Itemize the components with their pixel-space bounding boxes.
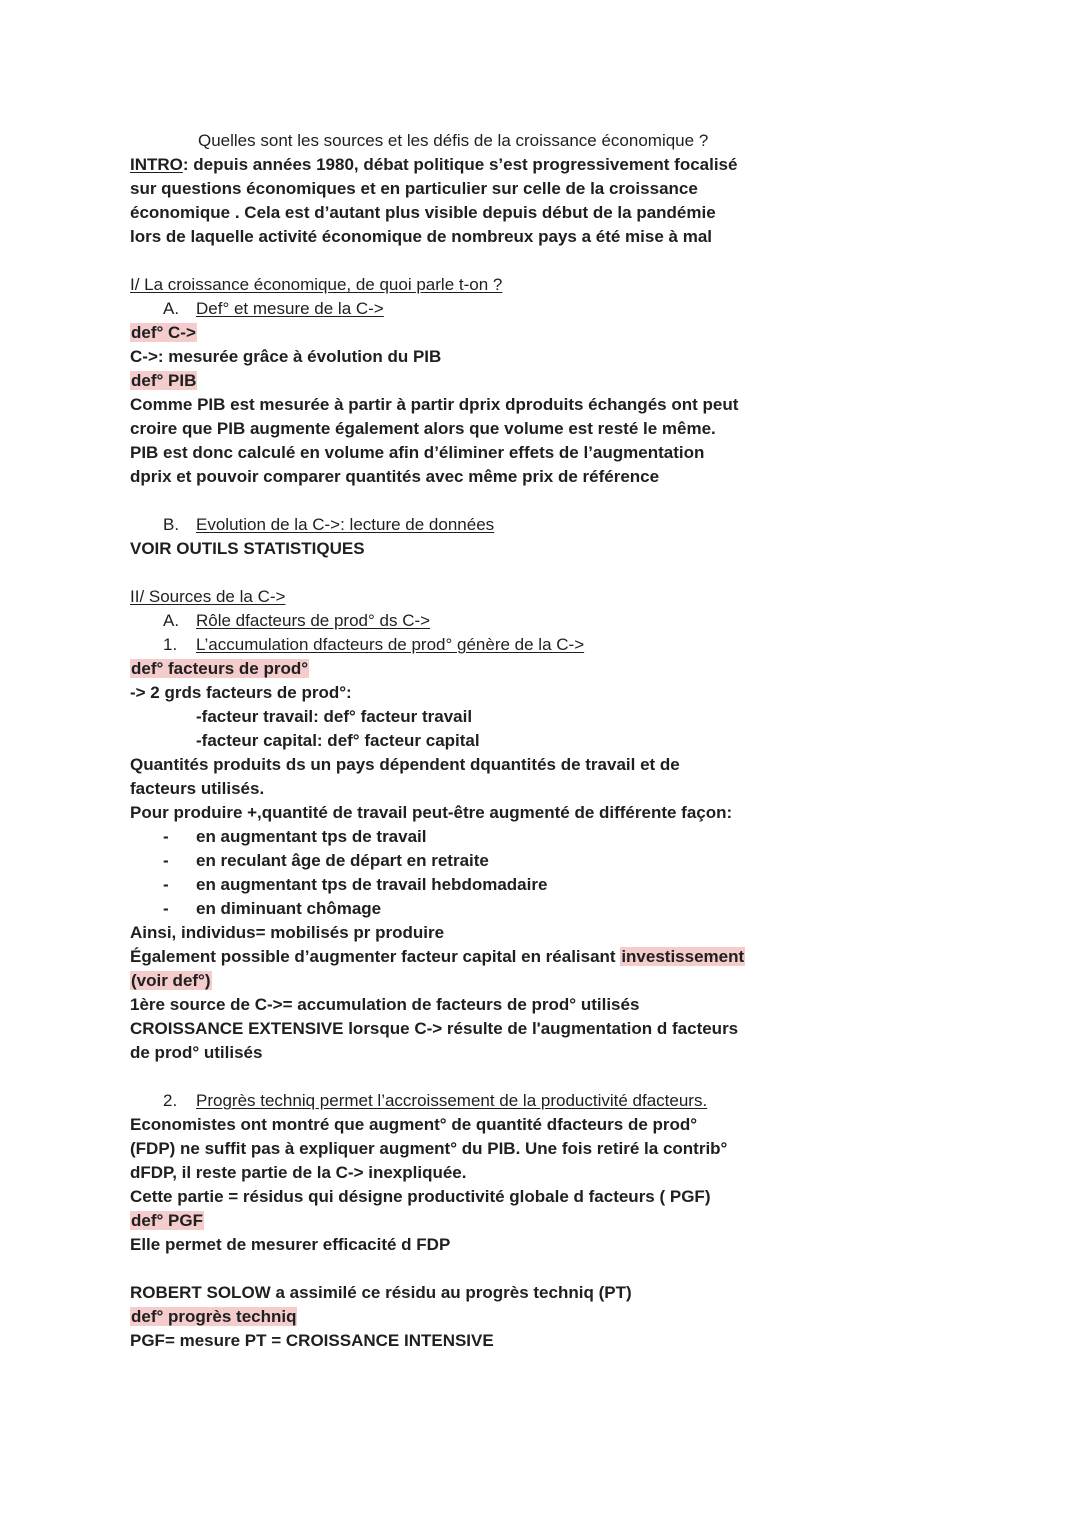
part2-s2-title: Progrès techniq permet l’accroissement de la productivité dfacteurs. xyxy=(196,1091,708,1110)
two-factors-line: -> 2 grds facteurs de prod°: xyxy=(130,683,352,702)
part2-a-heading xyxy=(130,609,810,633)
measure-line: C->: mesurée grâce à évolution du PIB xyxy=(130,347,442,366)
investissement-highlight: investissement xyxy=(621,947,745,966)
document-title: Quelles sont les sources et les défis de la croissance économique ? xyxy=(198,131,709,150)
def-pib-line xyxy=(130,369,810,393)
factor-travail-line: -facteur travail: def° facteur travail xyxy=(196,707,473,726)
intro-line: sur questions économiques et en particulier sur celle de la croissance xyxy=(130,179,698,198)
def-pib-highlight: def° PIB xyxy=(131,371,197,390)
pib-para-line: Comme PIB est mesurée à partir à partir dprix dproduits échangés ont peut xyxy=(130,395,739,414)
s2-para-line: Economistes ont montré que augment° de quantité dfacteurs de prod° xyxy=(130,1115,698,1134)
part2-s2-heading xyxy=(130,1089,810,1113)
pib-para-line: dprix et pouvoir comparer quantités avec même prix de référence xyxy=(130,467,660,486)
intro-line xyxy=(130,153,810,177)
intro-label: INTRO xyxy=(130,155,183,174)
list-item xyxy=(130,897,810,921)
part2-s1-marker: 1. xyxy=(163,635,178,654)
qty-line: Quantités produits ds un pays dépendent dquantités de travail et de xyxy=(130,755,680,774)
list-item xyxy=(130,849,810,873)
tools-line: VOIR OUTILS STATISTIQUES xyxy=(130,539,365,558)
s2-para-line: (FDP) ne suffit pas à expliquer augment° du PIB. Une fois retiré la contrib° xyxy=(130,1139,728,1158)
part2-heading: II/ Sources de la C-> xyxy=(130,587,286,606)
part2-a-marker: A. xyxy=(163,611,180,630)
capital-def-highlight: (voir def°) xyxy=(131,971,211,990)
part2-s1-heading xyxy=(130,633,810,657)
intro-line: lors de laquelle activité économique de nombreux pays a été mise à mal xyxy=(130,227,712,246)
bullet-marker: - xyxy=(163,875,169,894)
intensive-line: PGF= mesure PT = CROISSANCE INTENSIVE xyxy=(130,1331,494,1350)
part1-a-heading xyxy=(130,297,810,321)
s2-para-line: dFDP, il reste partie de la C-> inexpliquée. xyxy=(130,1163,467,1182)
part1-b-marker: B. xyxy=(163,515,180,534)
list-item-text: en diminuant chômage xyxy=(196,899,382,918)
list-item xyxy=(130,825,810,849)
part1-heading: I/ La croissance économique, de quoi parle t-on ? xyxy=(130,275,503,294)
extensive-line: CROISSANCE EXTENSIVE lorsque C-> résulte de l'augmentation d facteurs xyxy=(130,1019,739,1038)
part1-a-marker: A. xyxy=(163,299,180,318)
source1-line: 1ère source de C->= accumulation de facteurs de prod° utilisés xyxy=(130,995,640,1014)
part1-b-title: Evolution de la C->: lecture de données xyxy=(196,515,495,534)
list-item xyxy=(130,873,810,897)
def-c-highlight: def° C-> xyxy=(131,323,196,342)
def-facteurs-line xyxy=(130,657,810,681)
part1-a-title: Def° et mesure de la C-> xyxy=(196,299,384,318)
bullet-marker: - xyxy=(163,851,169,870)
def-pgf-highlight: def° PGF xyxy=(131,1211,203,1230)
extensive-line: de prod° utilisés xyxy=(130,1043,263,1062)
produce-line: Pour produire +,quantité de travail peut-être augmenté de différente façon: xyxy=(130,803,733,822)
solow-line: ROBERT SOLOW a assimilé ce résidu au progrès techniq (PT) xyxy=(130,1283,632,1302)
pib-para-line: croire que PIB augmente également alors que volume est resté le même. xyxy=(130,419,716,438)
intro-first: : depuis années 1980, débat politique s’est progressivement focalisé xyxy=(182,155,738,174)
intro-line: économique . Cela est d’autant plus visible depuis début de la pandémie xyxy=(130,203,716,222)
list-item-text: en augmentant tps de travail xyxy=(196,827,427,846)
def-pgf-line xyxy=(130,1209,810,1233)
bullet-marker: - xyxy=(163,827,169,846)
s2-para-line: Cette partie = résidus qui désigne productivité globale d facteurs ( PGF) xyxy=(130,1187,711,1206)
list-item-text: en reculant âge de départ en retraite xyxy=(196,851,489,870)
def-pt-line xyxy=(130,1305,810,1329)
qty-line: facteurs utilisés. xyxy=(130,779,265,798)
part1-b-heading xyxy=(130,513,810,537)
part2-s1-title: L’accumulation dfacteurs de prod° génère de la C-> xyxy=(196,635,585,654)
document-page xyxy=(130,129,810,1353)
ainsi-line: Ainsi, individus= mobilisés pr produire xyxy=(130,923,445,942)
bullet-marker: - xyxy=(163,899,169,918)
capital-text: Également possible d’augmenter facteur capital en réalisant xyxy=(130,947,621,966)
def-facteurs-highlight: def° facteurs de prod° xyxy=(131,659,309,678)
capital-def-line xyxy=(130,969,810,993)
def-pt-highlight: def° progrès techniq xyxy=(131,1307,297,1326)
efficacite-line: Elle permet de mesurer efficacité d FDP xyxy=(130,1235,451,1254)
list-item-text: en augmentant tps de travail hebdomadaire xyxy=(196,875,548,894)
def-c-line xyxy=(130,321,810,345)
part2-s2-marker: 2. xyxy=(163,1091,178,1110)
factor-capital-line: -facteur capital: def° facteur capital xyxy=(196,731,480,750)
capital-line xyxy=(130,945,810,969)
part2-a-title: Rôle dfacteurs de prod° ds C-> xyxy=(196,611,431,630)
pib-para-line: PIB est donc calculé en volume afin d’éliminer effets de l’augmentation xyxy=(130,443,705,462)
